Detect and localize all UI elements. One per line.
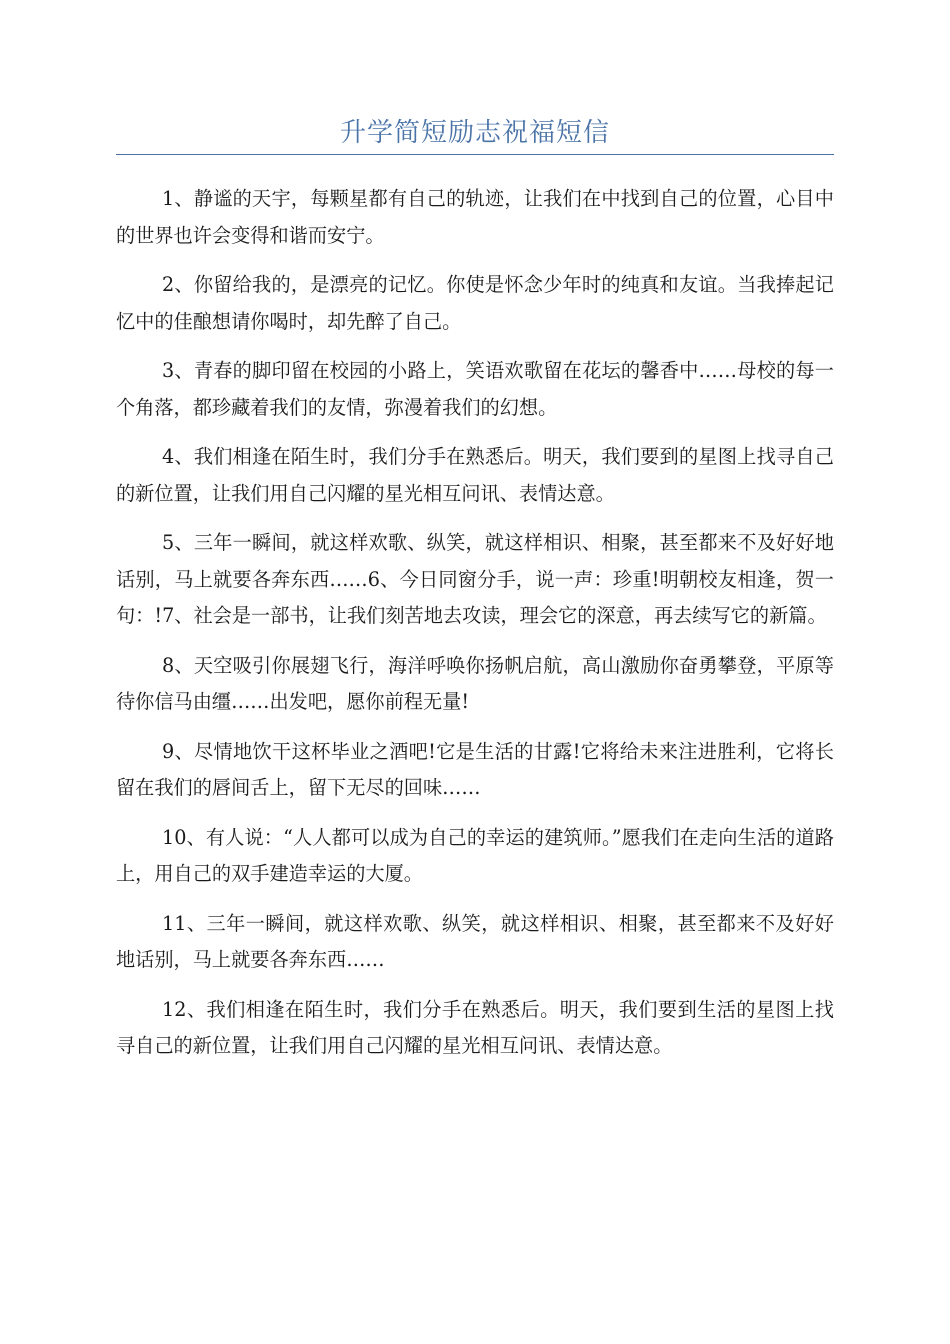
paragraph-3: 3、青春的脚印留在校园的小路上，笑语欢歌留在花坛的馨香中……母校的每一个角落，都珍藏着我们的友情，弥漫着我们的幻想。 [116,359,834,419]
paragraph-8: 10、有人说：“人人都可以成为自己的幸运的建筑师。”愿我们在走向生活的道路上，用自己的双手建造幸运的大厦。 [116,825,834,885]
document-body [116,181,834,1065]
paragraph-1: 1、静谧的天宇，每颗星都有自己的轨迹，让我们在中找到自己的位置，心目中的世界也许会变得和谐而安宁。 [116,187,834,247]
title-underline [116,154,834,155]
paragraph-5: 5、三年一瞬间，就这样欢歌、纵笑，就这样相识、相聚，甚至都来不及好好地话别，马上就要各奔东西……6、今日同窗分手，说一声：珍重!明朝校友相逢，贺一句：!7、社会是一部书，让我们刻苦地去攻读，理会它的深意，再去续写它的新篇。 [116,531,834,627]
page-title: 升学简短励志祝福短信 [339,118,610,148]
paragraph-6: 8、天空吸引你展翅飞行，海洋呼唤你扬帆启航，高山激励你奋勇攀登，平原等待你信马由缰……出发吧，愿你前程无量! [116,653,834,713]
document-page [116,112,834,1078]
paragraph-4: 4、我们相逢在陌生时，我们分手在熟悉后。明天，我们要到的星图上找寻自己的新位置，让我们用自己闪耀的星光相互问讯、表情达意。 [116,445,834,505]
paragraph-2: 2、你留给我的，是漂亮的记忆。你使是怀念少年时的纯真和友谊。当我捧起记忆中的佳酿想请你喝时，却先醉了自己。 [116,273,834,333]
paragraph-10: 12、我们相逢在陌生时，我们分手在熟悉后。明天，我们要到生活的星图上找寻自己的新位置，让我们用自己闪耀的星光相互问讯、表情达意。 [116,997,834,1057]
paragraph-9: 11、三年一瞬间，就这样欢歌、纵笑，就这样相识、相聚，甚至都来不及好好地话别，马上就要各奔东西…… [116,911,834,971]
paragraph-7: 9、尽情地饮干这杯毕业之酒吧!它是生活的甘露!它将给未来注进胜利，它将长留在我们的唇间舌上，留下无尽的回味…… [116,739,834,799]
